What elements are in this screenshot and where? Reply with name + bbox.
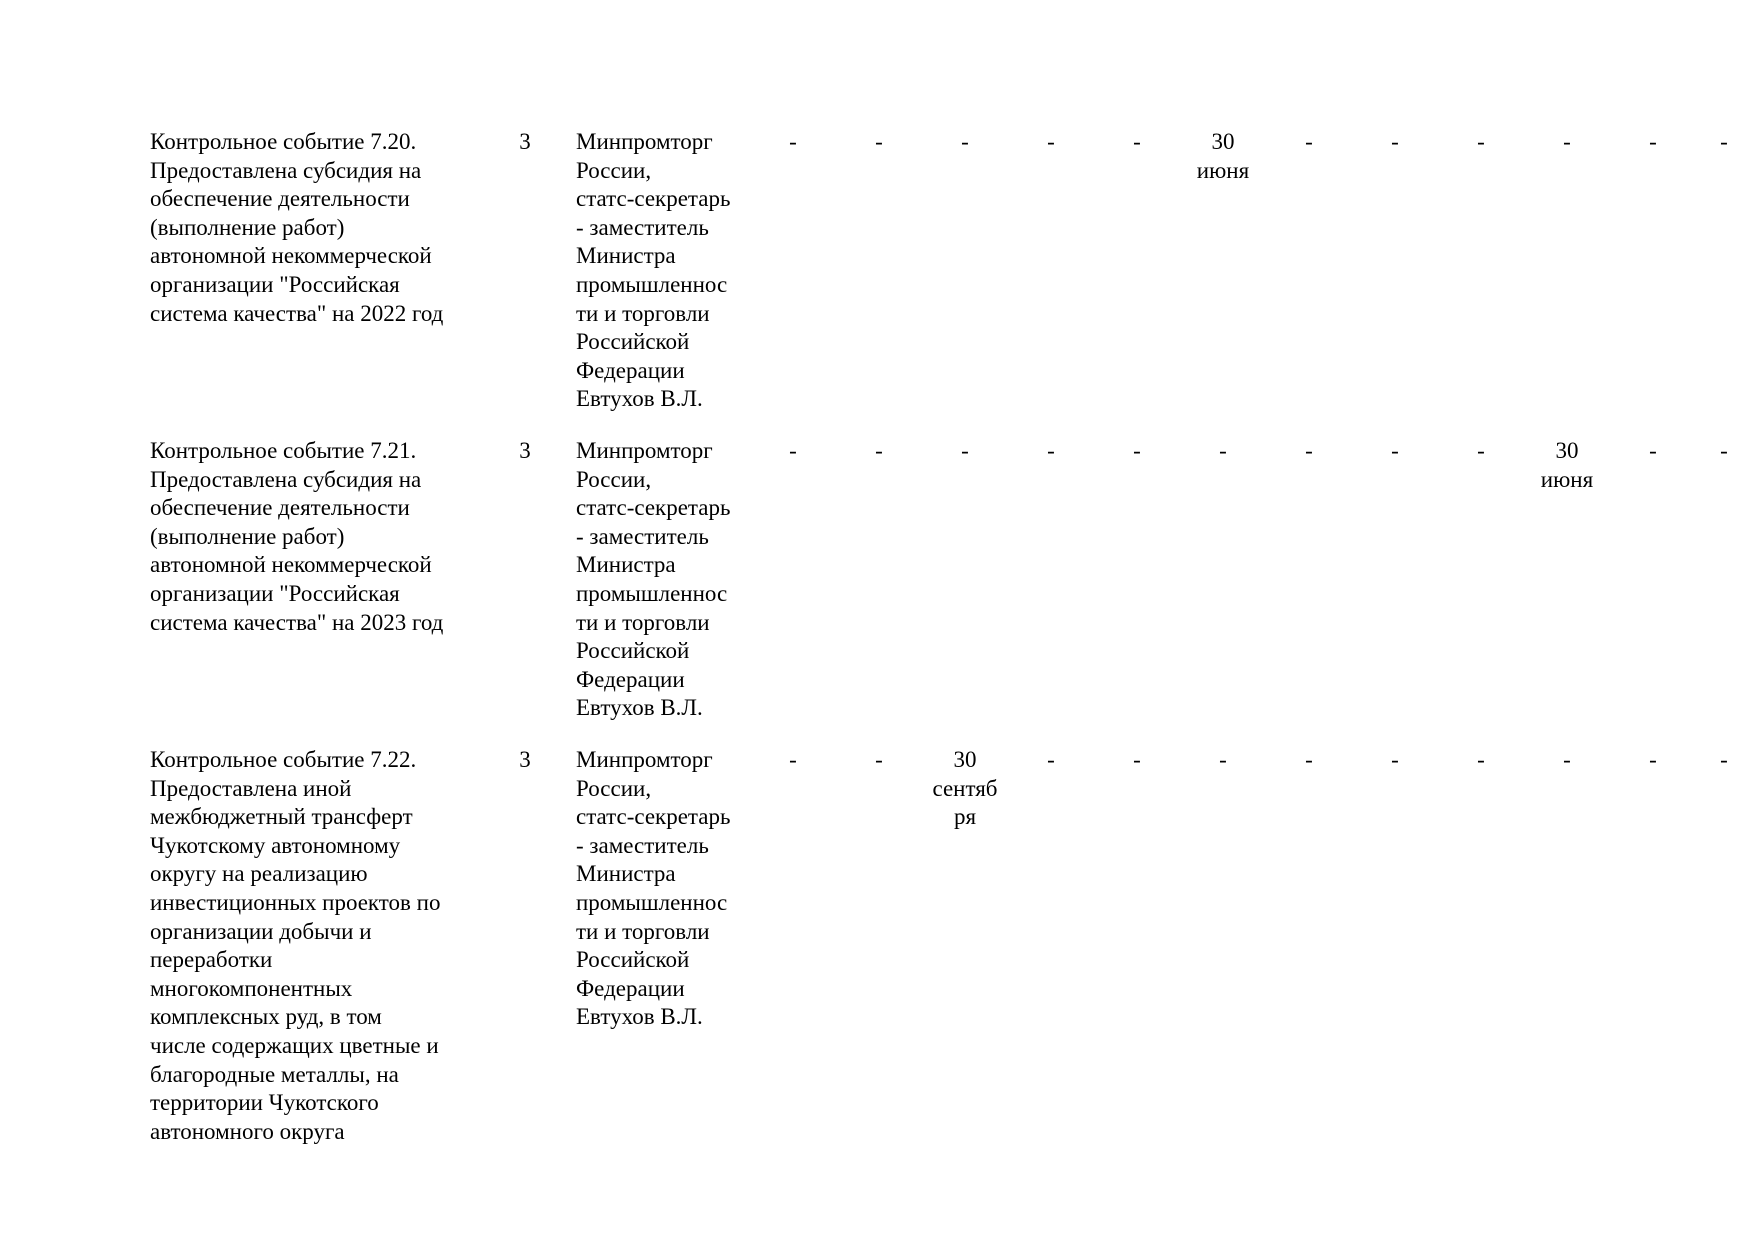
period-cell: - [1305,129,1313,154]
period-cell: 30 июня [1540,438,1594,492]
period-cell: - [1477,438,1485,463]
period-cell: 30 июня [1196,129,1250,183]
period-cell: - [1391,129,1399,154]
period-cell: 30 сентяб ря [932,747,998,830]
period-cell: - [1649,747,1657,772]
table-row [0,437,1754,737]
period-cell: - [1649,438,1657,463]
period-cell: - [1477,747,1485,772]
period-cell: - [1305,747,1313,772]
level-number: 3 [519,747,531,772]
table-row [0,746,1754,1166]
period-cell: - [1391,747,1399,772]
period-cell: - [1047,747,1055,772]
period-cell: - [789,129,797,154]
period-cell: - [1563,129,1571,154]
period-cell: - [1563,747,1571,772]
period-cell: - [961,129,969,154]
event-description: Контрольное событие 7.22. Предоставлена иной межбюджетный трансферт Чукотскому автономному округу на реализацию инвестиционных проектов по организации добычи и переработки многокомпонентных комплексных руд, в том числе содержащих цветные и благородные металлы, на территории Чукотского автономного округа [150,747,441,1144]
period-cell: - [789,747,797,772]
period-cell: - [1720,747,1728,772]
period-cell: - [789,438,797,463]
period-cell: - [1720,129,1728,154]
period-cell: - [1133,129,1141,154]
level-number: 3 [519,129,531,154]
period-cell: - [1133,747,1141,772]
period-cell: - [1305,438,1313,463]
table-row [0,128,1754,428]
period-cell: - [1649,129,1657,154]
period-cell: - [875,129,883,154]
period-cell: - [1133,438,1141,463]
period-cell: - [961,438,969,463]
period-cell: - [875,438,883,463]
period-cell: - [1219,747,1227,772]
period-cell: - [1477,129,1485,154]
level-number: 3 [519,438,531,463]
responsible-executor: Минпромторг России, статс-секретарь - заместитель Министра промышленнос ти и торговли Российской Федерации Евтухов В.Л. [576,129,731,412]
event-description: Контрольное событие 7.21. Предоставлена субсидия на обеспечение деятельности (выполнение работ) автономной некоммерческой организации "Российская система качества" на 2023 год [150,438,444,635]
event-description: Контрольное событие 7.20. Предоставлена субсидия на обеспечение деятельности (выполнение работ) автономной некоммерческой организации "Российская система качества" на 2022 год [150,129,444,326]
period-cell: - [1219,438,1227,463]
period-cell: - [1720,438,1728,463]
responsible-executor: Минпромторг России, статс-секретарь - заместитель Министра промышленнос ти и торговли Российской Федерации Евтухов В.Л. [576,438,731,721]
period-cell: - [1047,438,1055,463]
period-cell: - [1047,129,1055,154]
period-cell: - [1391,438,1399,463]
period-cell: - [875,747,883,772]
responsible-executor: Минпромторг России, статс-секретарь - заместитель Министра промышленнос ти и торговли Российской Федерации Евтухов В.Л. [576,747,731,1030]
